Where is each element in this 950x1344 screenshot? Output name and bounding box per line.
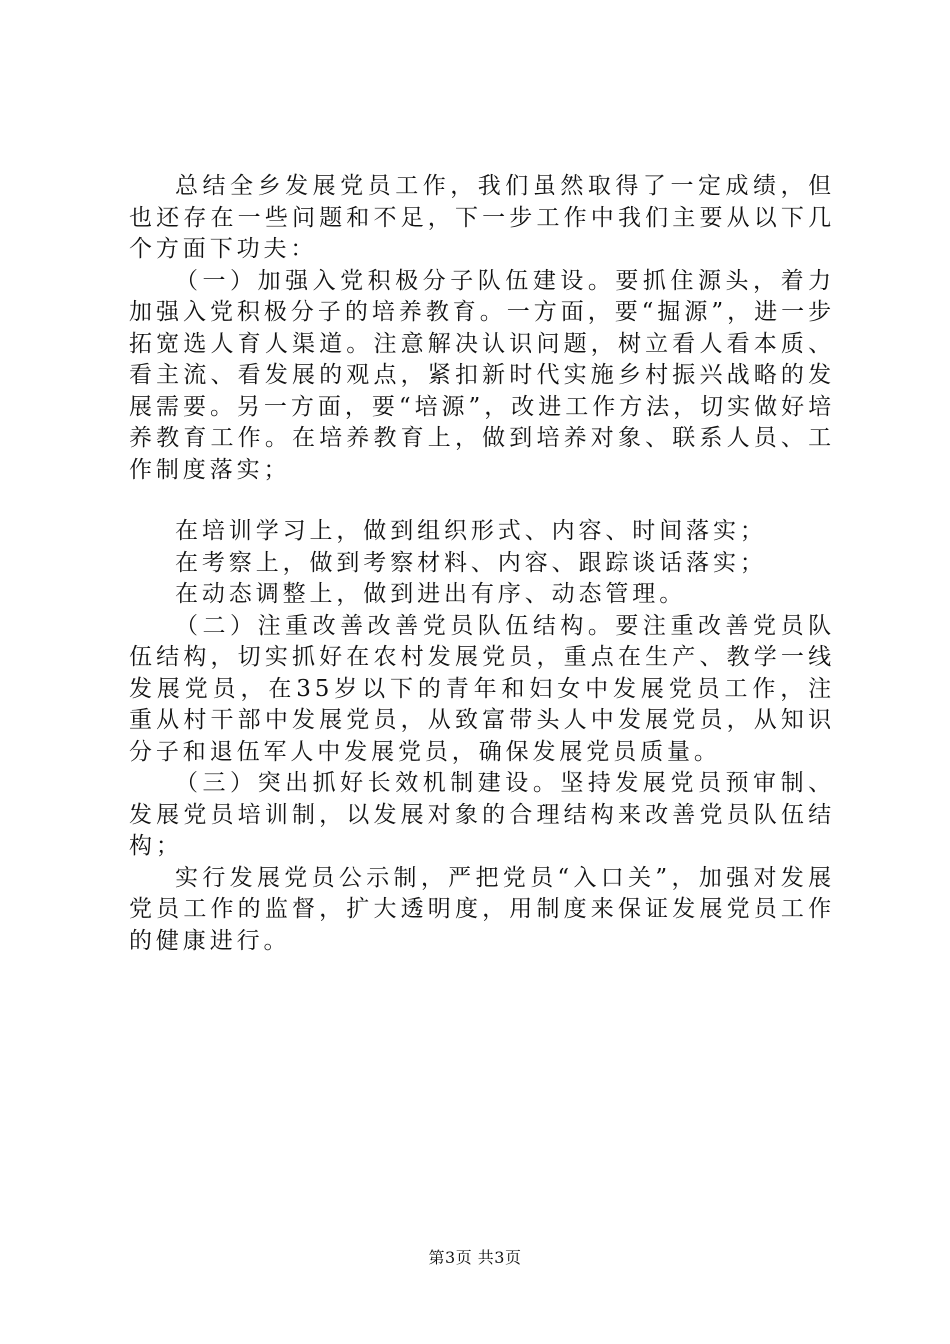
- paragraph-training: 在培训学习上，做到组织形式、内容、时间落实；: [175, 518, 767, 544]
- document-body: [129, 171, 835, 957]
- paragraph-section-three: （三）突出抓好长效机制建设。坚持发展党员预审制、发展党员培训制，以发展对象的合理结构来改善党员队伍结构；: [129, 770, 835, 859]
- paragraph-publicity: 实行发展党员公示制，严把党员“入口关”，加强对发展党员工作的监督，扩大透明度，用制度来保证发展党员工作的健康进行。: [129, 864, 835, 954]
- paragraph-section-one: （一）加强入党积极分子队伍建设。要抓住源头，着力加强入党积极分子的培养教育。一方面，要“掘源”，进一步拓宽选人育人渠道。注意解决认识问题，树立看人看本质、看主流、看发展的观点，紧扣新时代实施乡村振兴战略的发展需要。另一方面，要“培源”，改进工作方法，切实做好培养教育工作。在培养教育上，做到培养对象、联系人员、工作制度落实；: [129, 267, 835, 483]
- paragraph-section-two: （二）注重改善改善党员队伍结构。要注重改善党员队伍结构，切实抓好在农村发展党员，重点在生产、教学一线发展党员，在35岁以下的青年和妇女中发展党员工作，注重从村干部中发展党员，从致富带头人中发展党员，从知识分子和退伍军人中发展党员，确保发展党员质量。: [129, 612, 835, 765]
- paragraph-adjustment: 在动态调整上，做到进出有序、动态管理。: [175, 581, 687, 607]
- page-number-footer: 第3页 共3页: [428, 1248, 522, 1267]
- paragraph-inspection: 在考察上，做到考察材料、内容、跟踪谈话落实；: [175, 549, 767, 576]
- paragraph-summary: 总结全乡发展党员工作，我们虽然取得了一定成绩，但也还存在一些问题和不足，下一步工作中我们主要从以下几个方面下功夫：: [129, 173, 835, 262]
